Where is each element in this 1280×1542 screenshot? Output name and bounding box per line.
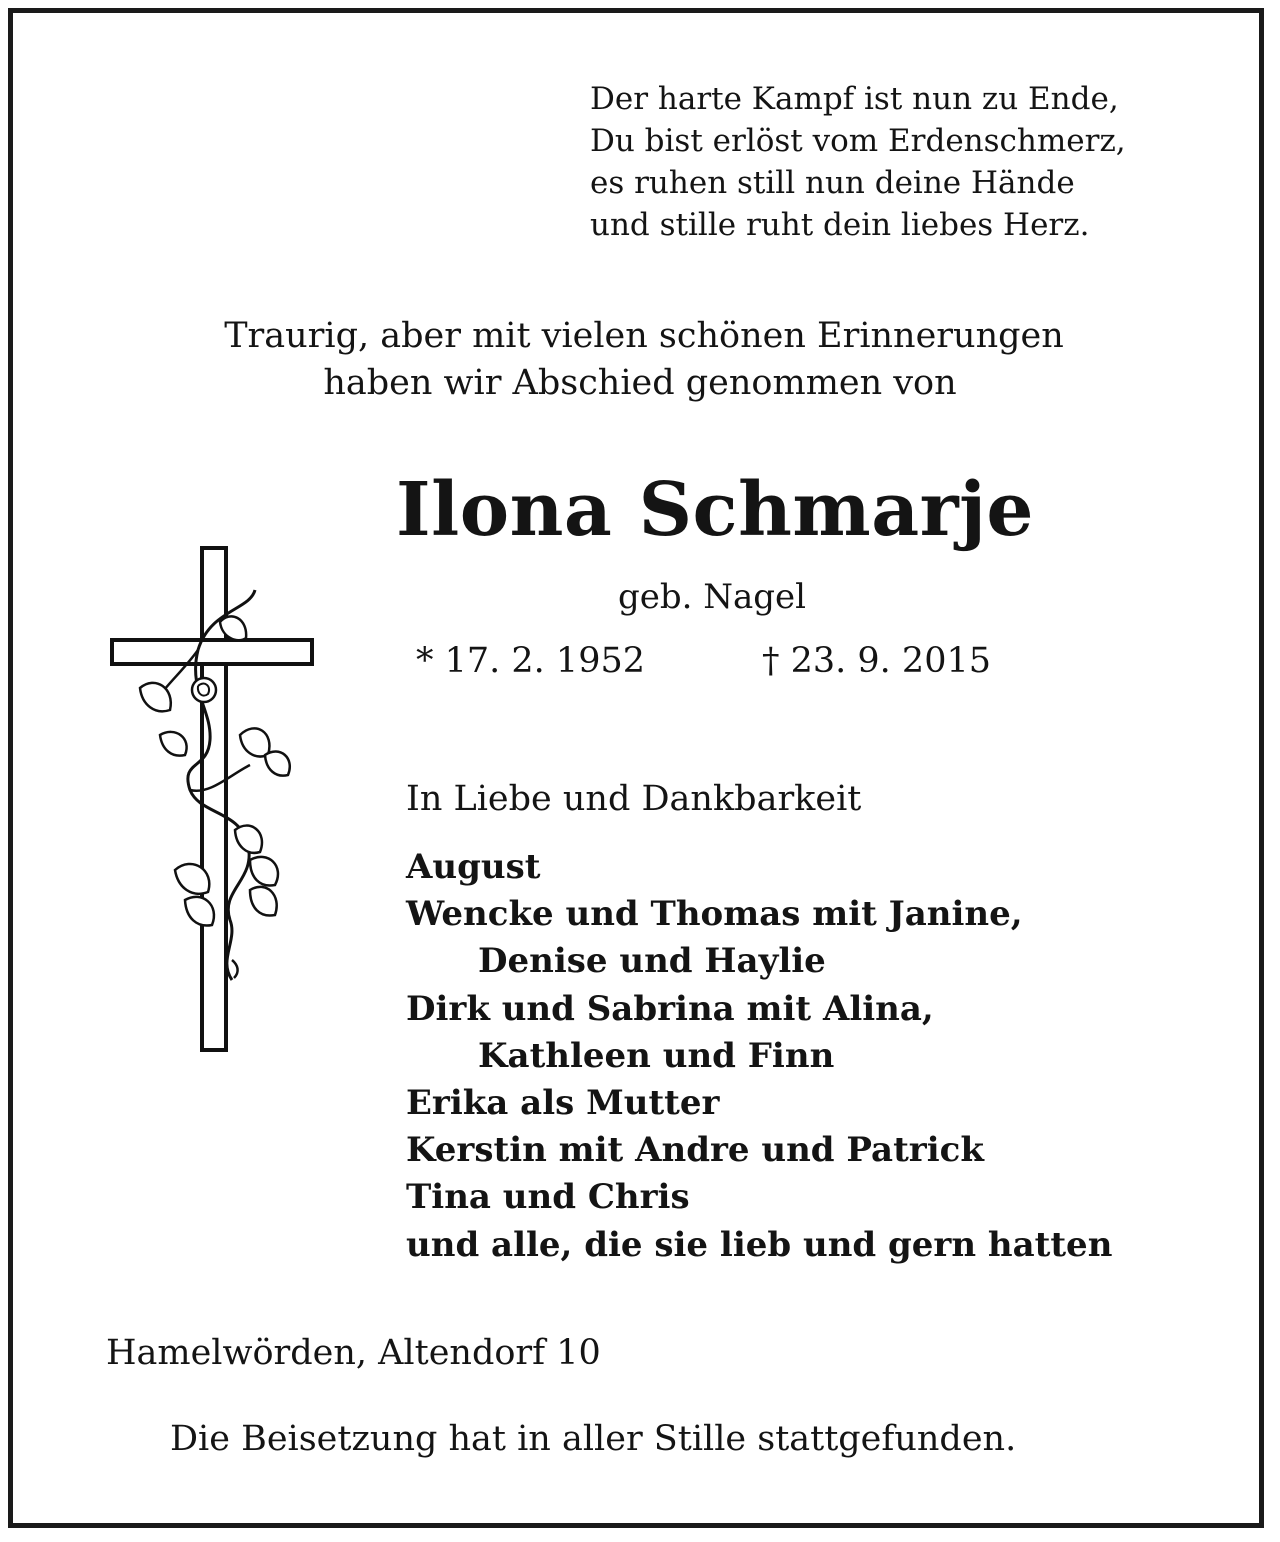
address: Hamelwörden, Altendorf 10 <box>106 1333 601 1373</box>
intro-line-2: haben wir Abschied genommen von <box>323 363 957 403</box>
funeral-note: Die Beisetzung hat in aller Stille stattgefunden. <box>170 1419 1017 1459</box>
family-line: Wencke und Thomas mit Janine, <box>406 894 1023 935</box>
family-line: Kerstin mit Andre und Patrick <box>406 1130 984 1171</box>
poem-line: es ruhen still nun deine Hände <box>590 165 1075 201</box>
birth-date: * 17. 2. 1952 <box>416 641 646 681</box>
family-line: August <box>406 847 541 887</box>
poem <box>590 78 1126 246</box>
death-date: † 23. 9. 2015 <box>762 641 992 681</box>
poem-line: und stille ruht dein liebes Herz. <box>590 207 1090 243</box>
family-line: Erika als Mutter <box>406 1083 720 1124</box>
closing-line: In Liebe und Dankbarkeit <box>406 779 862 819</box>
family-list <box>406 844 1112 1269</box>
poem-line: Du bist erlöst vom Erdenschmerz, <box>590 123 1126 159</box>
family-line: Kathleen und Finn <box>478 1035 835 1076</box>
maiden-name: geb. Nagel <box>618 577 807 617</box>
family-line: Tina und Chris <box>406 1177 690 1218</box>
cross-with-rose-icon <box>100 540 330 1060</box>
poem-line: Der harte Kampf ist nun zu Ende, <box>590 81 1119 117</box>
intro-line-1: Traurig, aber mit vielen schönen Erinnerungen <box>224 316 1064 356</box>
family-line: und alle, die sie lieb und gern hatten <box>406 1224 1113 1265</box>
family-line: Denise und Haylie <box>478 941 826 982</box>
family-line: Dirk und Sabrina mit Alina, <box>406 988 934 1029</box>
deceased-name: Ilona Schmarje <box>396 467 1034 553</box>
